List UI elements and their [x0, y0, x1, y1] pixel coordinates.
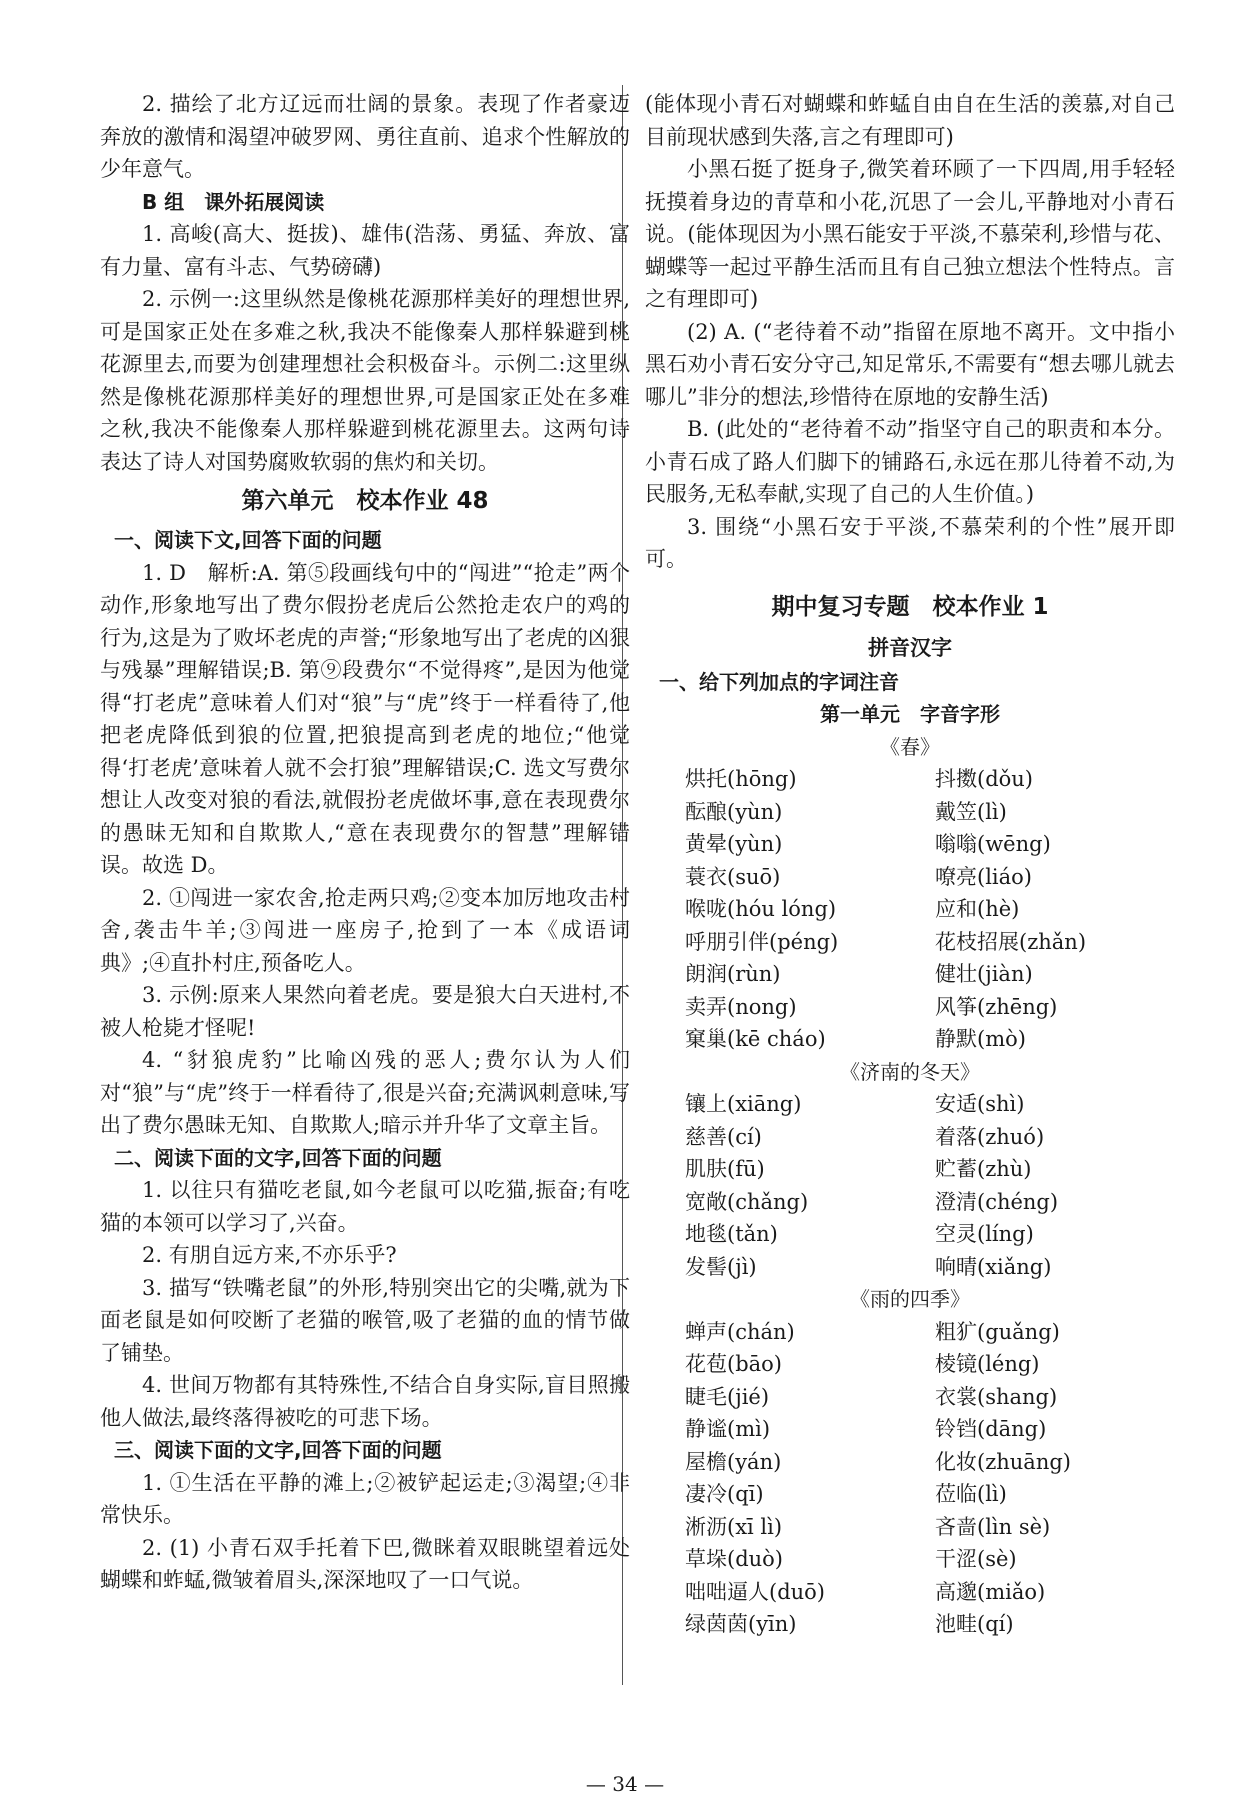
answer-paragraph: (2) A. (“老待着不动”指留在原地不离开。文中指小黑石劝小青石安分守己,知足常乐,不需要有“想去哪儿就去哪儿”非分的想法,珍惜待在原地的安静生活) [645, 319, 1175, 409]
pinyin-item: 棱镜(léng) [935, 1352, 1040, 1376]
pinyin-item: 静谧(mì) [685, 1417, 771, 1441]
pinyin-item: 抖擞(dǒu) [935, 767, 1033, 791]
pinyin-item: 莅临(lì) [935, 1482, 1007, 1506]
left-column [100, 88, 630, 1597]
answer-paragraph: 1. 以往只有猫吃老鼠,如今老鼠可以吃猫,振奋;有吃猫的本领可以学习了,兴奋。 [100, 1178, 630, 1235]
pinyin-item: 黄晕(yùn) [685, 832, 783, 856]
pinyin-item: 着落(zhuó) [935, 1124, 1045, 1149]
pinyin-item: 烘托(hōng) [685, 767, 797, 791]
pinyin-item: 淅沥(xī lì) [685, 1514, 783, 1539]
pinyin-item: 粗犷(guǎng) [935, 1319, 1060, 1344]
pinyin-item: 安适(shì) [935, 1092, 1025, 1116]
pinyin-item: 凄冷(qī) [685, 1482, 764, 1506]
pinyin-item: 化妆(zhuāng) [935, 1449, 1071, 1474]
pinyin-item: 贮蓄(zhù) [935, 1157, 1032, 1181]
answer-paragraph: 2. (1) 小青石双手托着下巴,微眯着双眼眺望着远处蝴蝶和蚱蜢,微皱着眉头,深深地叹了一口气说。 [100, 1535, 630, 1592]
pinyin-item: 空灵(líng) [935, 1222, 1034, 1246]
section-heading: 三、阅读下面的文字,回答下面的问题 [114, 1438, 442, 1462]
pinyin-item: 卖弄(nong) [685, 994, 797, 1019]
answer-paragraph: (能体现小青石对蝴蝶和蚱蜢自由自在生活的羡慕,对自己目前现状感到失落,言之有理即可) [645, 92, 1175, 149]
answer-paragraph: 1. ①生活在平静的滩上;②被铲起运走;③渴望;④非常快乐。 [100, 1470, 630, 1527]
answer-paragraph: B. (此处的“老待着不动”指坚守自己的职责和本分。小青石成了路人们脚下的铺路石,永远在那儿待着不动,为民服务,无私奉献,实现了自己的人生价值。) [645, 417, 1175, 506]
pinyin-item: 蓑衣(suō) [685, 864, 781, 889]
answer-paragraph: 4. 世间万物都有其特殊性,不结合自身实际,盲目照搬他人做法,最终落得被吃的可悲下场。 [100, 1373, 630, 1430]
answer-paragraph: 3. 描写“铁嘴老鼠”的外形,特别突出它的尖嘴,就为下面老鼠是如何咬断了老猫的喉管,吸了老猫的血的情节做了铺垫。 [100, 1275, 630, 1365]
pinyin-item: 衣裳(shang) [935, 1384, 1058, 1409]
section-heading: 二、阅读下面的文字,回答下面的问题 [114, 1145, 442, 1170]
answer-paragraph: 1. D 解析:A. 第⑤段画线句中的“闯进”“抢走”两个动作,形象地写出了费尔假扮老虎后公然抢走农户的鸡的行为,这是为了败坏老虎的声誉;“形象地写出了老虎的凶狠与残暴”理解错误;B. 第⑨段费尔“不觉得疼”,是因为他觉得“打老虎”意味着人们对“狼”与“虎”终于一样看待了,他把老虎降低到狼的位置,把狼提高到老虎的地位;“他觉得‘打老虎’意味着人就不会打狼”理解错误;C. 选文写费尔想让人改变对狼的看法,就假扮老虎做坏事,意在表现费尔的愚昧无知和自欺欺人,“意在表现费尔的智慧”理解错误。故选 D。 [100, 560, 630, 877]
pinyin-item: 地毯(tǎn) [685, 1222, 778, 1246]
pinyin-item: 健壮(jiàn) [935, 962, 1033, 986]
pinyin-item: 蝉声(chán) [685, 1319, 795, 1344]
pinyin-item: 池畦(qí) [935, 1612, 1014, 1636]
pinyin-list-jinan [645, 1088, 1175, 1283]
pinyin-item: 睫毛(jié) [685, 1384, 770, 1409]
pinyin-item: 肌肤(fū) [685, 1157, 765, 1181]
answer-paragraph: 4. “豺狼虎豹”比喻凶残的恶人;费尔认为人们对“狼”与“虎”终于一样看待了,很是兴奋;充满讽刺意味,写出了费尔愚昧无知、自欺欺人;暗示并升华了文章主旨。 [100, 1048, 630, 1137]
pinyin-item: 发髻(jì) [685, 1254, 757, 1279]
section-heading: 一、给下列加点的字词注音 [659, 669, 899, 694]
pinyin-item: 酝酿(yùn) [685, 799, 783, 824]
pinyin-item: 风筝(zhēng) [935, 994, 1058, 1019]
pinyin-item: 花枝招展(zhǎn) [935, 929, 1087, 954]
pinyin-item: 响晴(xiǎng) [935, 1254, 1052, 1279]
lesson-title: 《雨的四季》 [850, 1287, 970, 1311]
unit-subheading: 第一单元 字音字形 [820, 702, 1000, 726]
answer-paragraph: 3. 示例:原来人果然向着老虎。要是狼大白天进村,不被人枪毙才怪呢! [100, 983, 630, 1040]
pinyin-list-yu [645, 1316, 1175, 1641]
pinyin-item: 高邈(miǎo) [935, 1579, 1046, 1604]
pinyin-item: 窠巢(kē cháo) [685, 1027, 826, 1051]
pinyin-item: 嗡嗡(wēng) [935, 832, 1051, 856]
pinyin-item: 吝啬(lìn sè) [935, 1514, 1051, 1539]
pinyin-item: 绿茵茵(yīn) [685, 1612, 797, 1636]
answer-paragraph: 2. 示例一:这里纵然是像桃花源那样美好的理想世界,可是国家正处在多难之秋,我决不能像秦人那样躲避到桃花源里去,而要为创建理想社会积极奋斗。示例二:这里纵然是像桃花源那样美好的理想世界,可是国家正处在多难之秋,我决不能像秦人那样躲避到桃花源里去。这两句诗表达了诗人对国势腐败软弱的焦灼和关切。 [100, 287, 630, 474]
pinyin-item: 喉咙(hóu lóng) [685, 897, 837, 921]
topic-title: 拼音汉字 [868, 635, 952, 660]
pinyin-item: 慈善(cí) [685, 1124, 762, 1149]
pinyin-item: 朗润(rùn) [685, 962, 781, 986]
pinyin-list-chun [645, 763, 1175, 1056]
page-number: — 34 — [585, 1772, 665, 1796]
pinyin-item: 草垛(duò) [685, 1547, 783, 1571]
pinyin-item: 咄咄逼人(duō) [685, 1579, 825, 1604]
answer-paragraph: 2. 描绘了北方辽远而壮阔的景象。表现了作者豪迈奔放的激情和渴望冲破罗网、勇往直前、追求个性解放的少年意气。 [100, 92, 630, 181]
answer-paragraph: 1. 高峻(高大、挺拔)、雄伟(浩荡、勇猛、奔放、富有力量、富有斗志、气势磅礴) [100, 222, 630, 279]
pinyin-item: 宽敞(chǎng) [685, 1189, 809, 1214]
pinyin-item: 静默(mò) [935, 1027, 1026, 1051]
pinyin-item: 屋檐(yán) [685, 1449, 782, 1474]
right-column [645, 88, 1175, 1641]
answer-paragraph: 2. 有朋自远方来,不亦乐乎? [142, 1243, 397, 1267]
pinyin-item: 应和(hè) [935, 897, 1020, 921]
answer-paragraph: 3. 围绕“小黑石安于平淡,不慕荣利的个性”展开即可。 [645, 514, 1175, 571]
pinyin-item: 戴笠(lì) [935, 799, 1007, 824]
group-b-heading: B 组 课外拓展阅读 [142, 189, 325, 214]
pinyin-item: 澄清(chéng) [935, 1189, 1059, 1214]
lesson-title: 《济南的冬天》 [840, 1059, 980, 1084]
section-heading: 一、阅读下文,回答下面的问题 [114, 528, 382, 552]
pinyin-item: 呼朋引伴(péng) [685, 929, 839, 954]
pinyin-item: 嘹亮(liáo) [935, 864, 1032, 889]
unit-title: 期中复习专题 校本作业 1 [771, 593, 1049, 620]
pinyin-item: 花苞(bāo) [685, 1352, 782, 1376]
unit-title: 第六单元 校本作业 48 [241, 488, 489, 514]
pinyin-item: 镶上(xiāng) [685, 1092, 802, 1116]
answer-paragraph: 小黑石挺了挺身子,微笑着环顾了一下四周,用手轻轻抚摸着身边的青草和小花,沉思了一会儿,平静地对小青石说。(能体现因为小黑石能安于平淡,不慕荣利,珍惜与花、蝴蝶等一起过平静生活而且有自己独立想法个性特点。言之有理即可) [645, 157, 1175, 311]
pinyin-item: 干涩(sè) [935, 1547, 1017, 1571]
pinyin-item: 铃铛(dāng) [935, 1417, 1047, 1441]
lesson-title: 《春》 [880, 734, 940, 759]
answer-paragraph: 2. ①闯进一家农舍,抢走两只鸡;②变本加厉地攻击村舍,袭击牛羊;③闯进一座房子,抢到了一本《成语词典》;④直扑村庄,预备吃人。 [100, 885, 630, 975]
